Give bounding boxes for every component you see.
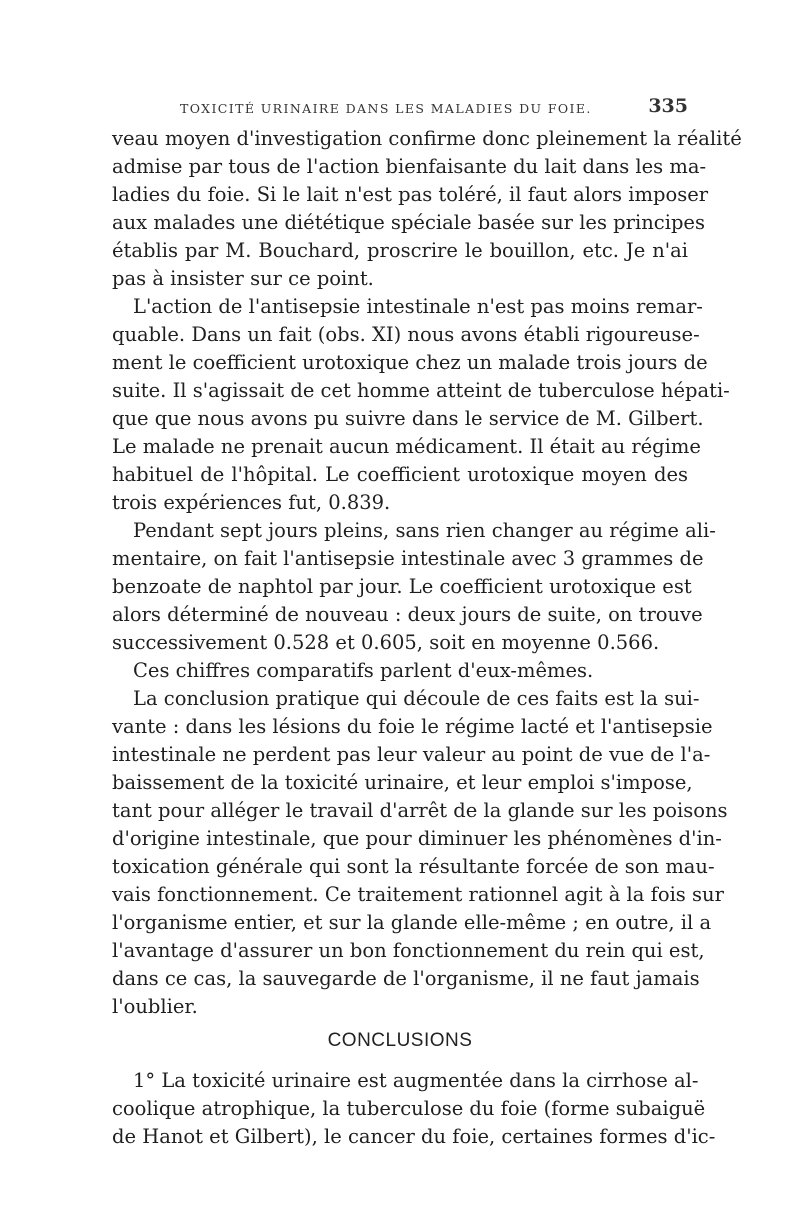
text-line: Pendant sept jours pleins, sans rien changer au régime ali- — [133, 519, 716, 542]
text-line: tant pour alléger le travail d'arrêt de la glande sur les poisons — [112, 799, 728, 822]
text-line: trois expériences fut, 0.839. — [112, 491, 391, 514]
page-header — [118, 95, 688, 119]
text-line: ladies du foie. Si le lait n'est pas toléré, il faut alors imposer — [112, 183, 709, 206]
text-line: mentaire, on fait l'antisepsie intestinale avec 3 grammes de — [112, 547, 704, 570]
text-line: intestinale ne perdent pas leur valeur au point de vue de l'a- — [112, 743, 711, 766]
text-line: suite. Il s'agissait de cet homme atteint de tuberculose hépati- — [112, 379, 730, 402]
text-line: L'action de l'antisepsie intestinale n'est pas moins remar- — [133, 295, 703, 318]
text-line: Ces chiffres comparatifs parlent d'eux-mêmes. — [133, 659, 594, 682]
text-line: admise par tous de l'action bienfaisante du lait dans les ma- — [112, 155, 707, 178]
text-line: d'origine intestinale, que pour diminuer les phénomènes d'in- — [112, 827, 722, 850]
text-line: l'organisme entier, et sur la glande elle-même ; en outre, il a — [112, 911, 712, 934]
page-number: 335 — [648, 95, 688, 117]
text-line: vais fonctionnement. Ce traitement rationnel agit à la fois sur — [112, 883, 724, 906]
text-line: veau moyen d'investigation confirme donc pleinement la réalité — [112, 127, 742, 150]
running-title: TOXICITÉ URINAIRE DANS LES MALADIES DU FOIE. — [180, 101, 592, 116]
text-line: benzoate de naphtol par jour. Le coefficient urotoxique est — [112, 575, 692, 598]
text-line: Le malade ne prenait aucun médicament. Il était au régime — [112, 435, 701, 458]
text-line: aux malades une diététique spéciale basée sur les principes — [112, 211, 705, 234]
conclusions-heading: CONCLUSIONS — [327, 1030, 473, 1051]
text-line: baissement de la toxicité urinaire, et leur emploi s'impose, — [112, 771, 693, 794]
text-line: successivement 0.528 et 0.605, soit en moyenne 0.566. — [112, 631, 660, 654]
text-line: que que nous avons pu suivre dans le service de M. Gilbert. — [112, 407, 704, 430]
text-line: habituel de l'hôpital. Le coefficient urotoxique moyen des — [112, 463, 688, 486]
text-line: ment le coefficient urotoxique chez un malade trois jours de — [112, 351, 708, 374]
text-line: alors déterminé de nouveau : deux jours de suite, on trouve — [112, 603, 703, 626]
text-line: l'oublier. — [112, 995, 198, 1018]
text-line: La conclusion pratique qui découle de ces faits est la sui- — [133, 687, 700, 710]
conclusion-line: de Hanot et Gilbert), le cancer du foie, certaines formes d'ic- — [112, 1125, 716, 1148]
text-line: établis par M. Bouchard, proscrire le bouillon, etc. Je n'ai — [112, 239, 688, 262]
conclusion-line: 1° La toxicité urinaire est augmentée dans la cirrhose al- — [133, 1069, 699, 1092]
text-line: dans ce cas, la sauvegarde de l'organisme, il ne faut jamais — [112, 967, 700, 990]
conclusion-line: coolique atrophique, la tuberculose du foie (forme subaiguë — [112, 1097, 706, 1120]
text-line: vante : dans les lésions du foie le régime lacté et l'antisepsie — [112, 715, 713, 738]
text-line: l'avantage d'assurer un bon fonctionnement du rein qui est, — [112, 939, 705, 962]
text-line: toxication générale qui sont la résultante forcée de son mau- — [112, 855, 715, 878]
text-line: pas à insister sur ce point. — [112, 267, 374, 290]
text-line: quable. Dans un fait (obs. XI) nous avons établi rigoureuse- — [112, 323, 700, 346]
